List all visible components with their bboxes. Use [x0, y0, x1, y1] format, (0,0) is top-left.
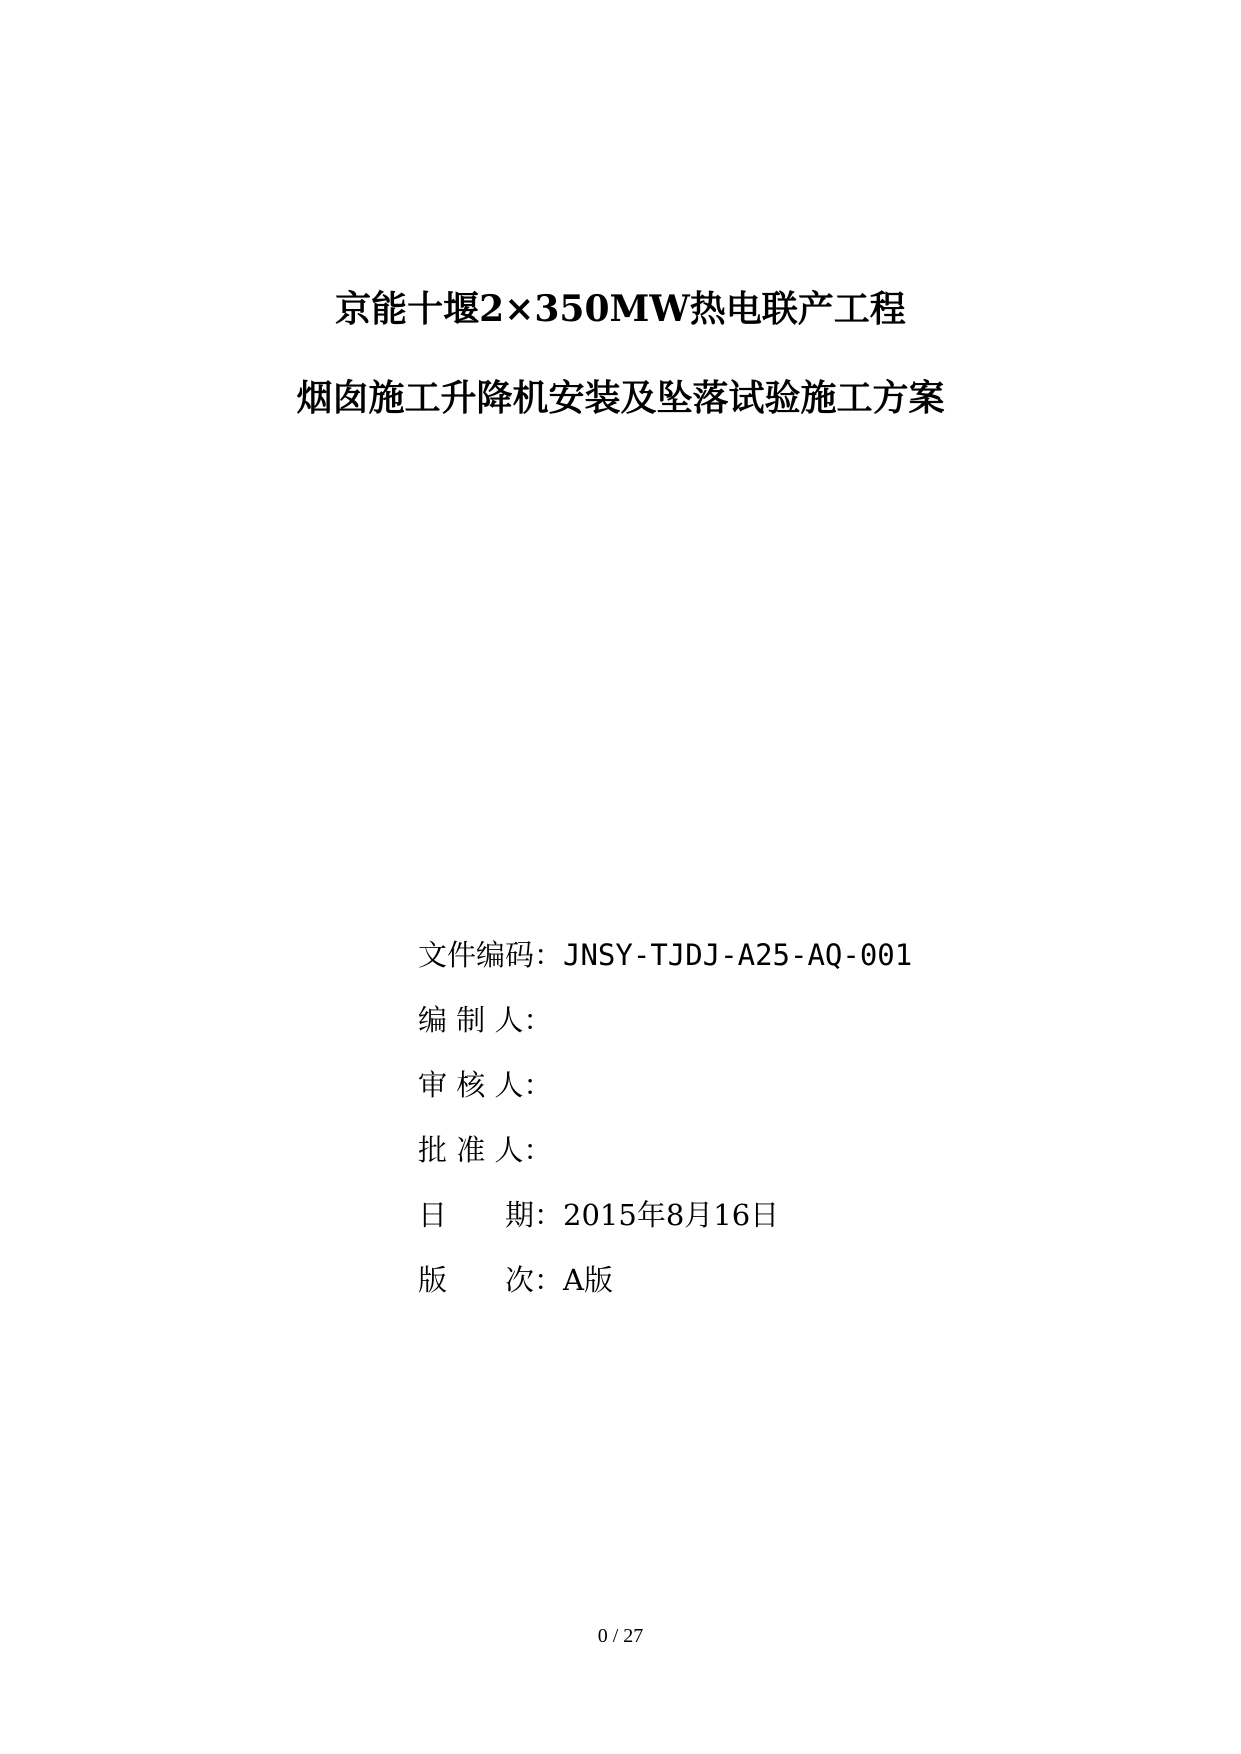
info-row-compiler: [418, 1000, 912, 1065]
compiler-label: 编 制 人：: [418, 1003, 553, 1037]
date-value: 2015年8月16日: [563, 1198, 780, 1232]
project-title: 京能十堰2×350MW热电联产工程: [335, 288, 906, 330]
version-value: A版: [563, 1263, 613, 1297]
version-label: 版 次：: [418, 1263, 564, 1297]
info-row-approver: [418, 1130, 912, 1195]
date-label: 日 期：: [418, 1198, 564, 1232]
info-row-file-code: [418, 935, 912, 1000]
approver-label: 批 准 人：: [418, 1133, 553, 1167]
info-row-reviewer: [418, 1065, 912, 1130]
page-number: 0 / 27: [597, 1625, 644, 1647]
file-code-label: 文件编码：: [418, 938, 564, 972]
document-info-block: [418, 935, 912, 1325]
info-row-version: [418, 1260, 912, 1325]
plan-title: 烟囱施工升降机安装及坠落试验施工方案: [296, 377, 945, 419]
reviewer-label: 审 核 人：: [418, 1068, 553, 1102]
file-code-value: JNSY-TJDJ-A25-AQ-001: [563, 938, 913, 972]
info-row-date: [418, 1195, 912, 1260]
